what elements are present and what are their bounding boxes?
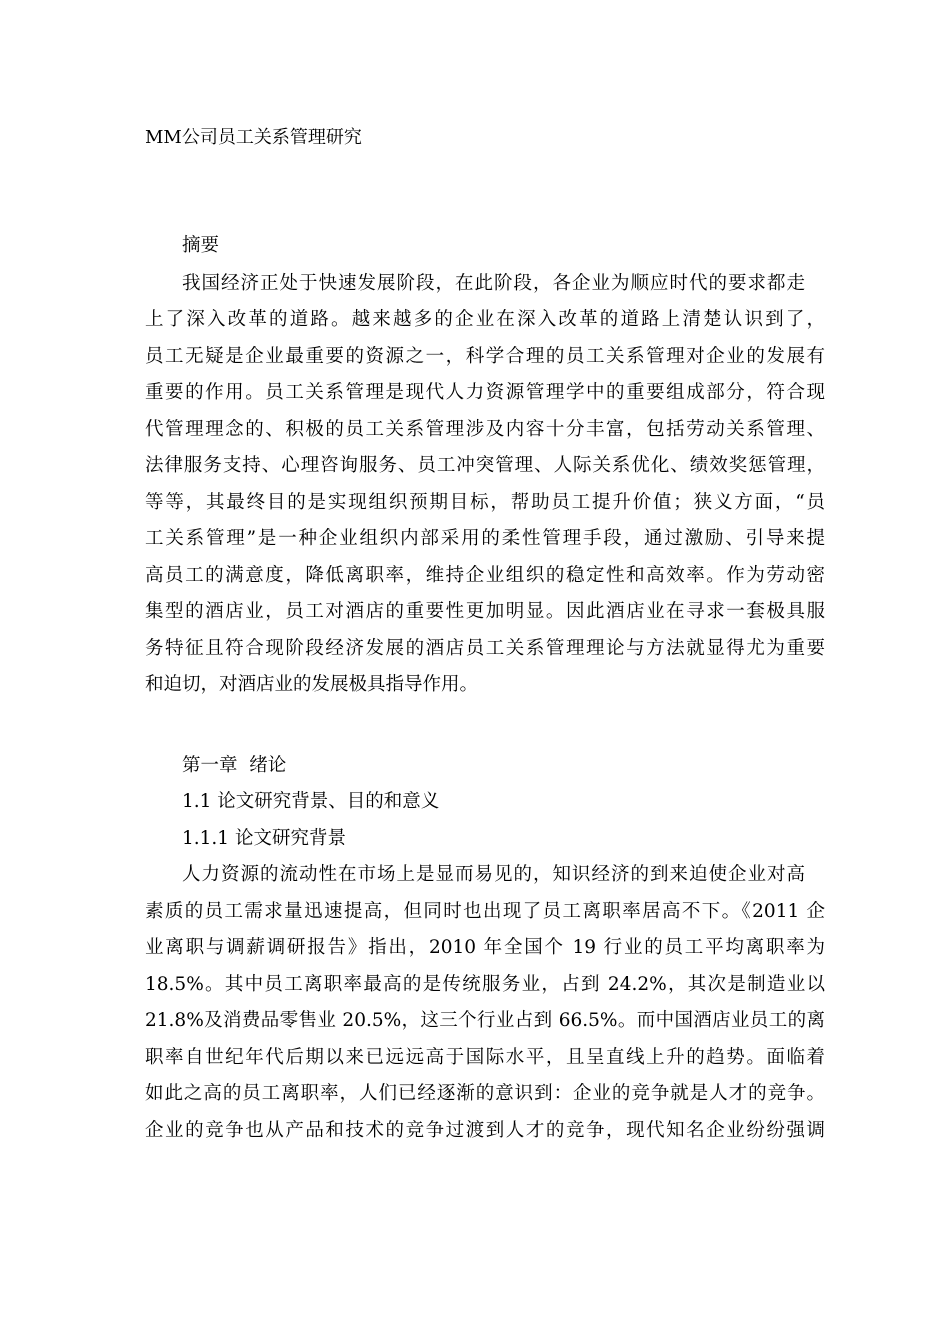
abstract-line: 等等，其最终目的是实现组织预期目标，帮助员工提升价值；狭义方面，“员 xyxy=(145,492,825,513)
abstract-line: 高员工的满意度，降低离职率，维持企业组织的稳定性和高效率。作为劳动密 xyxy=(145,565,825,586)
abstract-line: 和迫切，对酒店业的发展极具指导作用。 xyxy=(145,674,479,695)
document-title: MM公司员工关系管理研究 xyxy=(145,127,362,148)
abstract-line: 工关系管理”是一种企业组织内部采用的柔性管理手段，通过激励、引导来提 xyxy=(145,528,825,549)
body-line: 素质的员工需求量迅速提高，但同时也出现了员工离职率居高不下。《2011 企 xyxy=(145,901,825,922)
chapter-heading: 第一章 绪论 xyxy=(182,755,287,776)
abstract-line: 集型的酒店业，员工对酒店的重要性更加明显。因此酒店业在寻求一套极具服 xyxy=(145,601,825,622)
body-line: 21.8%及消费品零售业 20.5%，这三个行业占到 66.5%。而中国酒店业员工的离 xyxy=(145,1010,825,1031)
body-line: 职率自世纪年代后期以来已远远高于国际水平，且呈直线上升的趋势。面临着 xyxy=(145,1047,825,1068)
abstract-line: 重要的作用。员工关系管理是现代人力资源管理学中的重要组成部分，符合现 xyxy=(145,382,825,403)
abstract-line: 员工无疑是企业最重要的资源之一，科学合理的员工关系管理对企业的发展有 xyxy=(145,346,825,367)
abstract-line: 法律服务支持、心理咨询服务、员工冲突管理、人际关系优化、绩效奖惩管理， xyxy=(145,455,825,476)
abstract-heading: 摘要 xyxy=(182,235,220,256)
body-line: 18.5%。其中员工离职率最高的是传统服务业，占到 24.2%，其次是制造业以 xyxy=(145,974,825,995)
abstract-line: 代管理理念的、积极的员工关系管理涉及内容十分丰富，包括劳动关系管理、 xyxy=(145,419,825,440)
abstract-line: 务特征且符合现阶段经济发展的酒店员工关系管理理论与方法就显得尤为重要 xyxy=(145,638,825,659)
body-line: 如此之高的员工离职率，人们已经逐渐的意识到：企业的竞争就是人才的竞争。 xyxy=(145,1083,825,1104)
abstract-line: 我国经济正处于快速发展阶段，在此阶段，各企业为顺应时代的要求都走 xyxy=(182,273,805,294)
abstract-line: 上了深入改革的道路。越来越多的企业在深入改革的道路上清楚认识到了， xyxy=(145,309,825,330)
section-heading: 1.1 论文研究背景、目的和意义 xyxy=(182,791,440,812)
body-line: 业离职与调薪调研报告》指出，2010 年全国个 19 行业的员工平均离职率为 xyxy=(145,937,825,958)
body-line: 人力资源的流动性在市场上是显而易见的，知识经济的到来迫使企业对高 xyxy=(182,864,805,885)
body-line: 企业的竞争也从产品和技术的竞争过渡到人才的竞争，现代知名企业纷纷强调 xyxy=(145,1120,825,1141)
subsection-heading: 1.1.1 论文研究背景 xyxy=(182,828,346,849)
